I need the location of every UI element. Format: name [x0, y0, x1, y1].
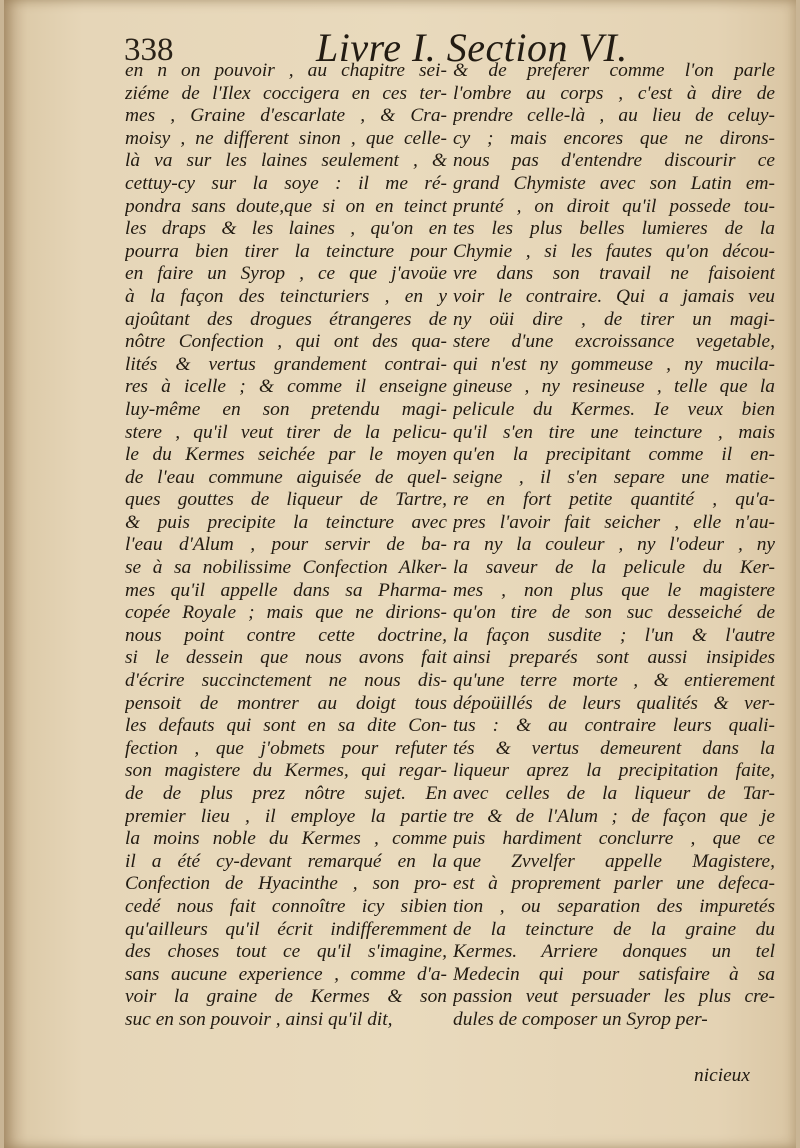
text-line: ajoûtant des drogues étrangeres de — [125, 308, 447, 330]
text-line: tion , ou separation des impuretés — [453, 895, 775, 917]
text-line: cettuy-cy sur la soye : il me ré- — [125, 172, 447, 194]
text-line: qui n'est ny gommeuse , ny mucila- — [453, 353, 775, 375]
book-page — [4, 0, 796, 1148]
text-line: à la façon des teincturiers , en y — [125, 285, 447, 307]
text-line: de de plus prez nôtre sujet. En — [125, 783, 447, 804]
text-line: que Zvvelfer appelle Magistere, — [453, 850, 775, 872]
text-line: qu'on tire de son suc desseiché de — [453, 602, 775, 624]
text-line: sans aucune experience , comme d'a- — [125, 963, 447, 985]
text-line: gineuse , ny resineuse , telle que la — [453, 376, 775, 398]
text-line: seigne , il s'en separe une matie- — [453, 466, 775, 488]
text-line: & de preferer comme l'on parle — [453, 60, 775, 81]
text-line: nôtre Confection , qui ont des qua- — [125, 331, 447, 353]
text-line: qu'une terre morte , & entierement — [453, 670, 775, 692]
text-line: pelicule du Kermes. Ie veux bien — [453, 398, 775, 420]
text-line: son magistere du Kermes, qui regar- — [125, 760, 447, 782]
text-line: les draps & les laines , qu'on en — [125, 218, 447, 240]
text-line: si le dessein que nous avons fait — [125, 647, 447, 669]
text-line: pres l'avoir fait seicher , elle n'au- — [453, 511, 775, 533]
text-line: la saveur de la pelicule du Ker- — [453, 557, 775, 579]
text-line: passion veut persuader les plus cre- — [453, 986, 775, 1008]
text-line: voir la graine de Kermes & son — [125, 986, 447, 1008]
text-line: de l'eau commune aiguisée de quel- — [125, 466, 447, 488]
text-line: avec celles de la liqueur de Tar- — [453, 783, 775, 804]
text-line: en n on pouvoir , au chapitre sei- — [125, 60, 447, 81]
text-line: mes , Graine d'escarlate , & Cra- — [125, 105, 447, 127]
text-line: d'écrire succinctement ne nous dis- — [125, 670, 447, 692]
text-line: il a été cy-devant remarqué en la — [125, 850, 447, 872]
text-line: res à icelle ; & comme il enseigne — [125, 376, 447, 398]
text-line: premier lieu , il employe la partie — [125, 805, 447, 827]
right-column — [453, 60, 775, 1032]
text-line: l'ombre au corps , c'est à dire de — [453, 82, 775, 104]
text-line: en faire un Syrop , ce que j'avoüe — [125, 263, 447, 285]
text-line: re en fort petite quantité , qu'a- — [453, 489, 775, 511]
text-line: tes les plus belles lumieres de la — [453, 218, 775, 240]
text-line: prunté , on diroit qu'il possede tou- — [453, 195, 775, 217]
text-line: le du Kermes seichée par le moyen — [125, 444, 447, 466]
text-line: les defauts qui sont en sa dite Con- — [125, 715, 447, 737]
running-title: Livre I. Section VI. — [316, 25, 628, 70]
text-line: est à proprement parler une defeca- — [453, 873, 775, 895]
text-line: nous point contre cette doctrine, — [125, 624, 447, 646]
text-line: moisy , ne different sinon , que celle- — [125, 127, 447, 149]
text-line: suc en son pouvoir , ainsi qu'il dit, — [125, 1008, 393, 1030]
text-line: mes qu'il appelle dans sa Pharma- — [125, 579, 447, 601]
text-line: l'eau d'Alum , pour servir de ba- — [125, 534, 447, 556]
text-line: qu'ailleurs qu'il écrit indifferemment — [125, 918, 447, 940]
text-line: copée Royale ; mais que ne dirions- — [125, 602, 447, 624]
text-line: vre dans son travail ne faisoient — [453, 263, 775, 285]
text-line: lités & vertus grandement contrai- — [125, 353, 447, 375]
text-line: prendre celle-là , au lieu de celuy- — [453, 105, 775, 127]
text-line: pensoit de montrer au doigt tous — [125, 692, 447, 714]
text-line: grand Chymiste avec son Latin em- — [453, 172, 775, 194]
text-line: luy-même en son pretendu magi- — [125, 398, 447, 420]
text-line: stere d'une excroissance vegetable, — [453, 331, 775, 353]
text-line: ny oüi dire , de tirer un magi- — [453, 308, 775, 330]
page-number: 338 — [124, 32, 174, 68]
text-line: qu'en la precipitant comme il en- — [453, 444, 775, 466]
text-line: se à sa nobilissime Confection Alker- — [125, 557, 447, 579]
text-line: Chymie , si les fautes qu'on décou- — [453, 240, 775, 262]
text-line: fection , que j'obmets pour refuter — [125, 737, 447, 759]
text-line: stere , qu'il veut tirer de la pelicu- — [125, 421, 447, 443]
text-line: dépoüillés de leurs qualités & ver- — [453, 692, 775, 714]
text-line: nous pas d'entendre discourir ce — [453, 150, 775, 172]
text-line: voir le contraire. Qui a jamais veu — [453, 285, 775, 307]
text-line: la moins noble du Kermes , comme — [125, 828, 447, 850]
text-line: tre & de l'Alum ; de façon que je — [453, 805, 775, 827]
text-line: & puis precipite la teincture avec — [125, 511, 447, 533]
text-line: là va sur les laines seulement , & — [125, 150, 447, 172]
text-line: tés & vertus demeurent dans la — [453, 737, 775, 759]
catchword: nicieux — [694, 1065, 750, 1086]
text-line: ques gouttes de liqueur de Tartre, — [125, 489, 447, 511]
text-line: Kermes. Arriere donques un tel — [453, 941, 775, 963]
text-line: des choses tout ce qu'il s'imagine, — [125, 941, 447, 963]
text-line: dules de composer un Syrop per- — [453, 1008, 708, 1030]
text-line: cedé nous fait connoître icy sibien — [125, 895, 447, 917]
text-line: Confection de Hyacinthe , son pro- — [125, 873, 447, 895]
text-line: mes , non plus que le magistere — [453, 579, 775, 601]
text-line: Medecin qui pour satisfaire à sa — [453, 963, 775, 985]
left-column — [125, 60, 447, 1032]
text-line: cy ; mais encores que ne dirons- — [453, 127, 775, 149]
text-line: la façon susdite ; l'un & l'autre — [453, 624, 775, 646]
text-line: ra ny la couleur , ny l'odeur , ny — [453, 534, 775, 556]
text-line: qu'il s'en tire une teincture , mais — [453, 421, 775, 443]
text-line: ziéme de l'Ilex coccigera en ces ter- — [125, 82, 447, 104]
text-line: liqueur aprez la precipitation faite, — [453, 760, 775, 782]
text-line: tus : & au contraire leurs quali- — [453, 715, 775, 737]
text-line: puis hardiment conclurre , que ce — [453, 828, 775, 850]
text-line: ainsi preparés sont aussi insipides — [453, 647, 775, 669]
text-line: pourra bien tirer la teincture pour — [125, 240, 447, 262]
text-line: de la teincture de la graine du — [453, 918, 775, 940]
text-line: pondra sans doute,que si on en teinct — [125, 195, 447, 217]
